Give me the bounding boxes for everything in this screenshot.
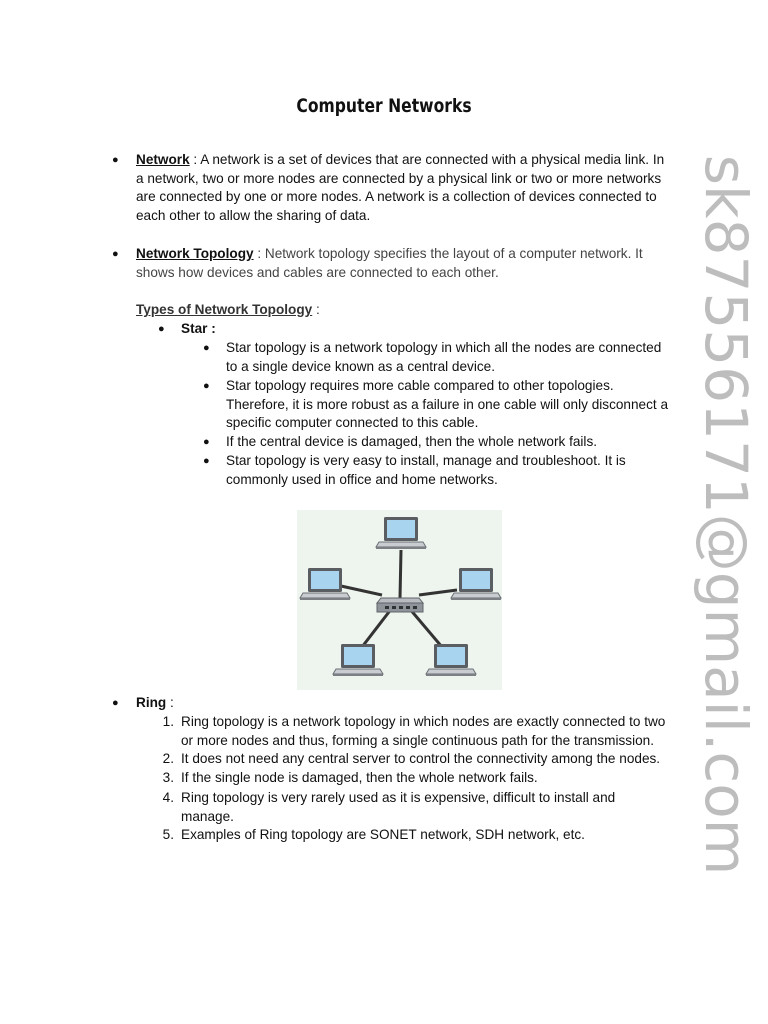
network-paragraph: Network : A network is a set of devices that are connected with a physical media link. In a network, two or more nodes are connected by a physical link or two or more networks are connected by one or more nodes. A network is a collection of devices connected to each other to allow the sharing of data.	[136, 151, 681, 226]
star-item-2: Star topology requires more cable compared to other topologies. Therefore, it is more robust as a failure in one cable will only disconnect a specific computer connected to this cable.	[226, 378, 669, 431]
ring-item-2: It does not need any central server to control the connectivity among the nodes.	[181, 751, 661, 766]
types-heading: Types of Network Topology :	[136, 302, 320, 317]
star-item-1: Star topology is a network topology in which all the nodes are connected to a single device known as a central device.	[226, 340, 662, 374]
bullet-star-item-1: ●	[203, 342, 210, 354]
bullet-ring: ●	[112, 697, 119, 709]
topology-paragraph: Network Topology : Network topology specifies the layout of a computer network. It shows how devices and cables are connected to each other.	[136, 245, 681, 282]
topology-line-2: shows how devices and cables are connected to each other.	[136, 264, 499, 280]
network-term: Network	[136, 152, 190, 167]
email-watermark: sk87556171@gmail.com	[692, 154, 761, 876]
topology-term: Network Topology	[136, 246, 254, 261]
star-item-4: Star topology is very easy to install, manage and troubleshoot. It is commonly used in office and home networks.	[226, 453, 626, 487]
central-hub-icon	[377, 598, 423, 612]
ring-item-1-number: 1.	[162, 714, 174, 729]
ring-item-5: Examples of Ring topology are SONET network, SDH network, etc.	[181, 827, 585, 842]
ring-item-4-number: 4.	[162, 790, 174, 805]
laptop-icon-left	[300, 568, 350, 600]
laptop-icon-top	[376, 517, 426, 549]
ring-item-5-number: 5.	[162, 827, 174, 842]
ring-item-2-number: 2.	[162, 751, 174, 766]
star-heading: Star :	[181, 321, 216, 336]
ring-item-4: Ring topology is very rarely used as it is expensive, difficult to install and manage.	[181, 790, 616, 824]
star-topology-diagram	[297, 510, 502, 690]
star-topology-illustration	[297, 510, 502, 690]
ring-item-1: Ring topology is a network topology in which nodes are exactly connected to two or more nodes and thus, forming a single continuous path for the transmission.	[181, 714, 666, 748]
bullet-star-item-4: ●	[203, 455, 210, 467]
star-item-3: If the central device is damaged, then the whole network fails.	[226, 434, 598, 449]
laptop-icon-right	[451, 568, 501, 600]
bullet-star: ●	[158, 323, 165, 335]
network-line-1: A network is a set of devices that are connected with a physical media link. In	[200, 152, 665, 167]
laptop-icon-bottom-right	[426, 644, 476, 676]
network-line-4: each other to allow the sharing of data.	[136, 208, 371, 224]
ring-item-3-number: 3.	[162, 770, 174, 785]
bullet-star-item-3: ●	[203, 436, 210, 448]
network-line-3: are connected by one or more nodes. A network is a collection of devices connected to	[136, 189, 657, 205]
topology-line-1: Network topology specifies the layout of a computer network. It	[264, 246, 643, 261]
laptop-icon-bottom-left	[333, 644, 383, 676]
network-line-2: a network, two or more nodes are connected by a physical link or two or more networks	[136, 170, 662, 186]
bullet-star-item-2: ●	[203, 380, 210, 392]
bullet-network: ●	[112, 154, 119, 166]
page-title: Computer Networks	[296, 95, 472, 117]
ring-item-3: If the single node is damaged, then the whole network fails.	[181, 770, 538, 785]
bullet-topology: ●	[112, 248, 119, 260]
ring-heading: Ring :	[136, 695, 174, 710]
